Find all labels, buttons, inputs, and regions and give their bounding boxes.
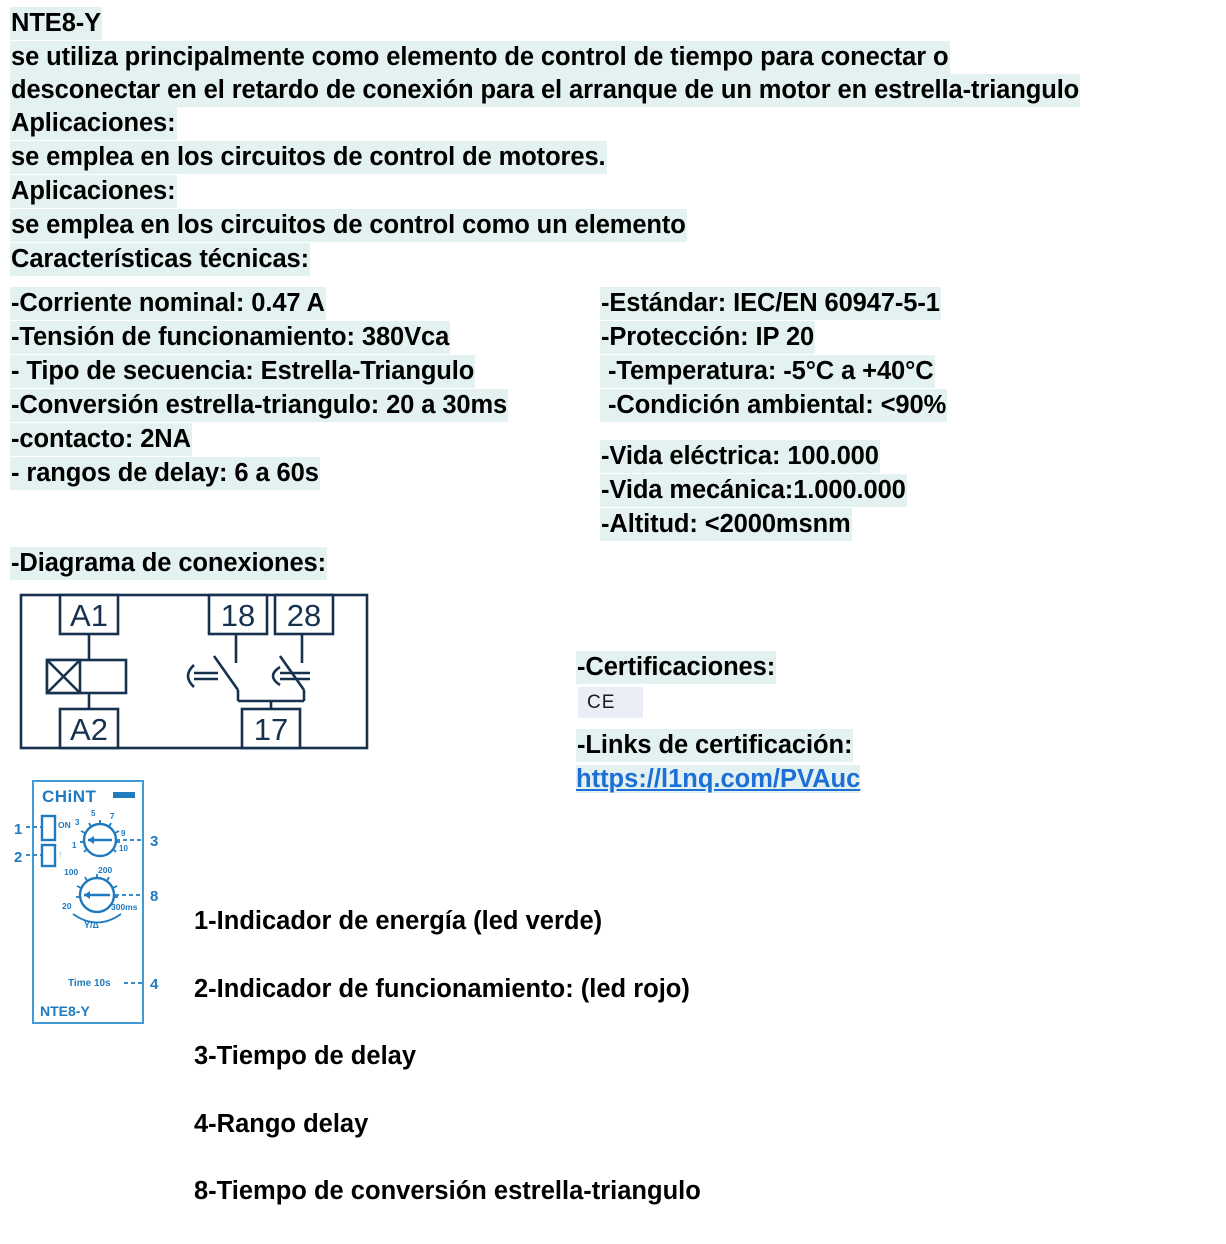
- device-callout-8: 8: [150, 888, 159, 905]
- spec-altitude: -Altitud: <2000msnm: [600, 509, 852, 540]
- legend-item-1: 1-Indicador de energía (led verde): [194, 907, 603, 935]
- intro-line-2: se utiliza principalmente como elemento de control de tiempo para conectar o: [10, 42, 950, 73]
- ce-mark-icon: [578, 687, 643, 718]
- spec-electrical-life: -Vida eléctrica: 100.000: [600, 441, 880, 472]
- spec-current: -Corriente nominal: 0.47 A: [10, 288, 326, 319]
- applications-heading-1: Aplicaciones:: [10, 108, 177, 139]
- svg-text:10: 10: [119, 844, 128, 853]
- svg-text:9: 9: [121, 829, 126, 838]
- device-callout-4: 4: [150, 976, 159, 993]
- device-callout-3: 3: [150, 833, 159, 850]
- device-model: NTE8-Y: [40, 1003, 90, 1019]
- device-legend-list: [194, 870, 701, 1244]
- schematic-label-17: 17: [253, 712, 289, 747]
- certification-links-heading: -Links de certificación:: [576, 730, 853, 761]
- svg-text:7: 7: [110, 812, 115, 821]
- spec-standard: -Estándar: IEC/EN 60947-5-1: [600, 288, 941, 319]
- svg-text:5: 5: [91, 809, 96, 818]
- schematic-label-28: 28: [286, 598, 322, 633]
- product-title: NTE8-Y: [10, 8, 102, 39]
- certification-url-link[interactable]: https://l1nq.com/PVAuc: [576, 765, 861, 793]
- svg-text:3: 3: [75, 818, 80, 827]
- device-callout-1: 1: [14, 821, 23, 838]
- device-callout-2: 2: [14, 849, 23, 866]
- device-led-on-label: ON: [58, 820, 71, 830]
- schematic-label-a1: A1: [70, 598, 108, 633]
- spec-mechanical-life: -Vida mecánica:1.000.000: [600, 475, 907, 506]
- device-time-label: Time 10s: [68, 978, 111, 989]
- schematic-label-a2: A2: [70, 712, 108, 747]
- legend-item-2: 2-Indicador de funcionamiento: (led rojo): [194, 974, 690, 1003]
- svg-text:↑: ↑: [58, 849, 63, 859]
- dial-mode-label: Y/Δ: [84, 920, 99, 930]
- svg-text:1: 1: [72, 841, 77, 850]
- technical-specs-heading: Características técnicas:: [10, 244, 310, 275]
- intro-line-3: desconectar en el retardo de conexión para el arranque de un motor en estrella-triangulo: [10, 75, 1080, 106]
- applications-text-1: se emplea en los circuitos de control de motores.: [10, 142, 607, 173]
- schematic-label-18: 18: [220, 598, 256, 633]
- spec-sequence-type: - Tipo de secuencia: Estrella-Triangulo: [10, 356, 475, 387]
- legend-item-3: 3-Tiempo de delay: [194, 1042, 417, 1070]
- device-illustration: [12, 778, 172, 1026]
- dial-tick-200: 200: [98, 865, 113, 875]
- spec-protection: -Protección: IP 20: [600, 322, 815, 353]
- spec-voltage: -Tensión de funcionamiento: 380Vca: [10, 322, 450, 353]
- applications-heading-2: Aplicaciones:: [10, 176, 177, 207]
- applications-text-2: se emplea en los circuitos de control como un elemento: [10, 210, 687, 241]
- spec-conversion-time: -Conversión estrella-triangulo: 20 a 30ms: [10, 390, 508, 421]
- dial-tick-300ms: 300ms: [111, 902, 138, 912]
- spec-temperature: -Temperatura: -5°C a +40°C: [600, 356, 935, 387]
- device-brand: CHiNT: [42, 787, 97, 806]
- legend-item-8: 8-Tiempo de conversión estrella-triangulo: [194, 1177, 701, 1205]
- spec-contacts: -contacto: 2NA: [10, 424, 192, 455]
- spec-humidity: -Condición ambiental: <90%: [600, 390, 947, 421]
- diagram-heading: -Diagrama de conexiones:: [10, 548, 327, 579]
- certifications-heading: -Certificaciones:: [576, 652, 776, 683]
- dial-tick-20: 20: [62, 901, 72, 911]
- dial-tick-100: 100: [64, 867, 79, 877]
- ce-mark-text: CE: [587, 691, 616, 713]
- connection-diagram: [18, 591, 370, 752]
- spec-delay-range: - rangos de delay: 6 a 60s: [10, 458, 320, 489]
- legend-item-4: 4-Rango delay: [194, 1109, 369, 1138]
